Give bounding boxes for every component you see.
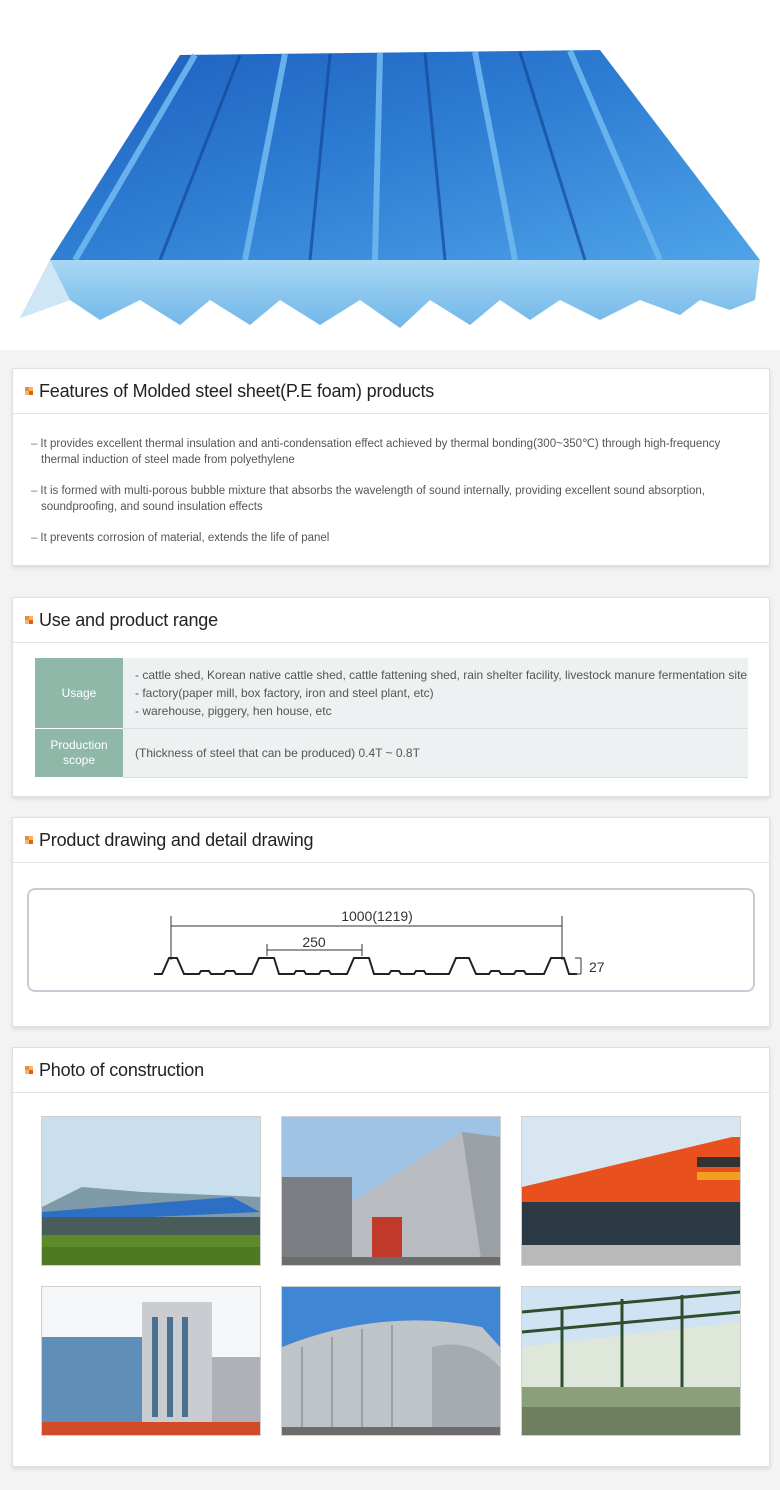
usage-line: - warehouse, piggery, hen house, etc xyxy=(135,704,332,718)
table-row xyxy=(35,658,748,729)
scope-value: (Thickness of steel that can be produced) 0.4T ~ 0.8T xyxy=(123,729,748,778)
height-label: 27 xyxy=(589,959,605,975)
construction-title: Photo of construction xyxy=(39,1059,204,1080)
pitch-label: 250 xyxy=(302,934,326,950)
construction-header xyxy=(13,1048,769,1093)
scope-label-line: scope xyxy=(62,753,96,767)
list-item: – It provides excellent thermal insulation and anti-condensation effect achieved by thermal bonding(300~350℃) through high-frequency thermal induction of steel made from polyethylene xyxy=(31,438,721,466)
gray-factory-photo xyxy=(281,1116,501,1266)
list-item: – It is formed with multi-porous bubble mixture that absorbs the wavelength of sound internally, providing excellent sound absorption, soundproofing, and sound insulation effects xyxy=(31,485,706,513)
drawing-header xyxy=(13,818,769,863)
profile-drawing-box xyxy=(27,888,755,992)
office-building-photo xyxy=(41,1286,261,1436)
use-range-panel xyxy=(12,597,770,797)
use-range-title: Use and product range xyxy=(39,609,218,630)
steel-sheet-illustration xyxy=(0,0,780,350)
drawing-title: Product drawing and detail drawing xyxy=(39,829,314,850)
usage-line: - cattle shed, Korean native cattle shed, cattle fattening shed, rain shelter facility, livestock manure fermentation site xyxy=(135,668,748,682)
product-hero-image xyxy=(0,0,780,350)
usage-line: - factory(paper mill, box factory, iron and steel plant, etc) xyxy=(135,686,434,700)
spec-table xyxy=(35,658,748,778)
table-row xyxy=(35,729,748,778)
features-panel xyxy=(12,368,770,566)
usage-values xyxy=(123,658,748,729)
features-title: Features of Molded steel sheet(P.E foam) products xyxy=(39,380,435,401)
profile-drawing xyxy=(29,890,753,990)
orange-square-bullet-icon xyxy=(25,836,33,844)
list-item: – It prevents corrosion of material, extends the life of panel xyxy=(31,532,330,544)
curved-warehouse-photo xyxy=(281,1286,501,1436)
overall-width-label: 1000(1219) xyxy=(341,908,413,924)
scope-label xyxy=(35,729,123,778)
usage-label: Usage xyxy=(35,658,123,729)
orange-building-photo xyxy=(521,1116,741,1266)
scope-label-line: Production xyxy=(50,738,108,752)
construction-panel xyxy=(12,1047,770,1467)
features-list xyxy=(13,414,769,546)
use-range-header xyxy=(13,598,769,643)
orange-square-bullet-icon xyxy=(25,616,33,624)
drawing-panel xyxy=(12,817,770,1027)
cattle-shed-photo xyxy=(41,1116,261,1266)
orange-square-bullet-icon xyxy=(25,1066,33,1074)
orange-square-bullet-icon xyxy=(25,387,33,395)
steel-frame-shed-photo xyxy=(521,1286,741,1436)
features-header xyxy=(13,369,769,414)
